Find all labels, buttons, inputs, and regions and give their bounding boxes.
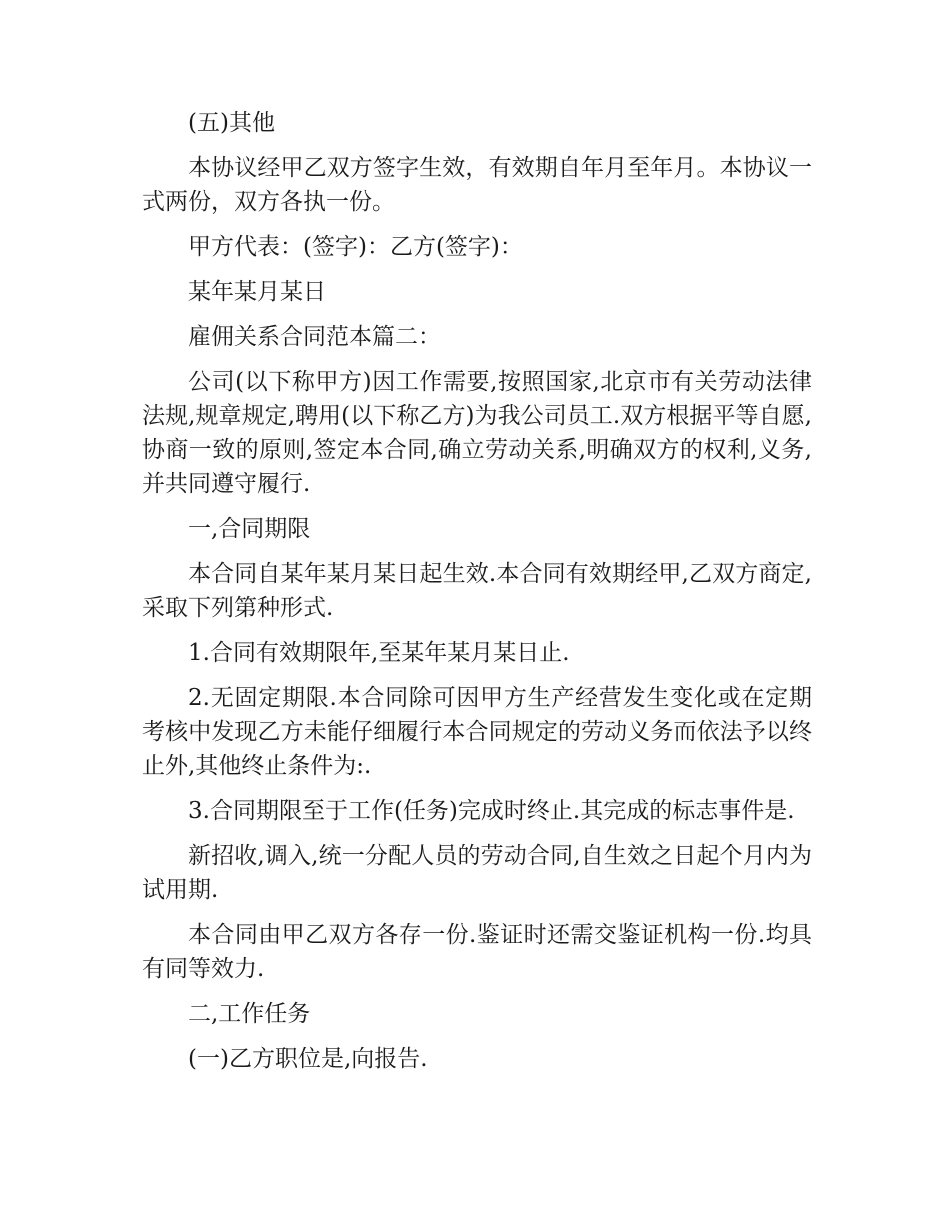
copies-paragraph: 本合同由甲乙双方各存一份.鉴证时还需交鉴证机构一份.均具有同等效力. (142, 922, 812, 982)
probation-paragraph: 新招收,调入,统一分配人员的劳动合同,自生效之日起个月内为试用期. (142, 843, 812, 903)
contract-template-title: 雇佣关系合同范本篇二： (188, 324, 441, 350)
agreement-validity-paragraph: 本协议经甲乙双方签字生效，有效期自年月至年月。本协议一式两份，双方各执一份。 (142, 155, 812, 215)
signature-line: 甲方代表：(签字)：乙方(签字)： (188, 234, 523, 260)
section-heading-work-tasks: 二,工作任务 (188, 1001, 311, 1027)
date-line: 某年某月某日 (188, 279, 326, 305)
term-option-1: 1.合同有效期限年,至某年某月某日止. (188, 640, 570, 666)
intro-paragraph: 公司(以下称甲方)因工作需要,按照国家,北京市有关劳动法律法规,规章规定,聘用(以下称乙方)为我公司员工.双方根据平等自愿,协商一致的原则,签定本合同,确立劳动关系,明确双方的权利,义务,并共同遵守履行. (142, 369, 812, 497)
section-heading-other: (五)其他 (188, 110, 275, 136)
term-option-2: 2.无固定期限.本合同除可因甲方生产经营发生变化或在定期考核中发现乙方未能仔细履行本合同规定的劳动义务而依法予以终止外,其他终止条件为:. (142, 685, 812, 779)
section-heading-contract-term: 一,合同期限 (188, 516, 311, 542)
term-option-3: 3.合同期限至于工作(任务)完成时终止.其完成的标志事件是. (188, 798, 795, 824)
position-paragraph: (一)乙方职位是,向报告. (188, 1046, 428, 1072)
document-body (142, 106, 812, 1087)
effective-date-paragraph: 本合同自某年某月某日起生效.本合同有效期经甲,乙双方商定,采取下列第种形式. (142, 561, 812, 621)
